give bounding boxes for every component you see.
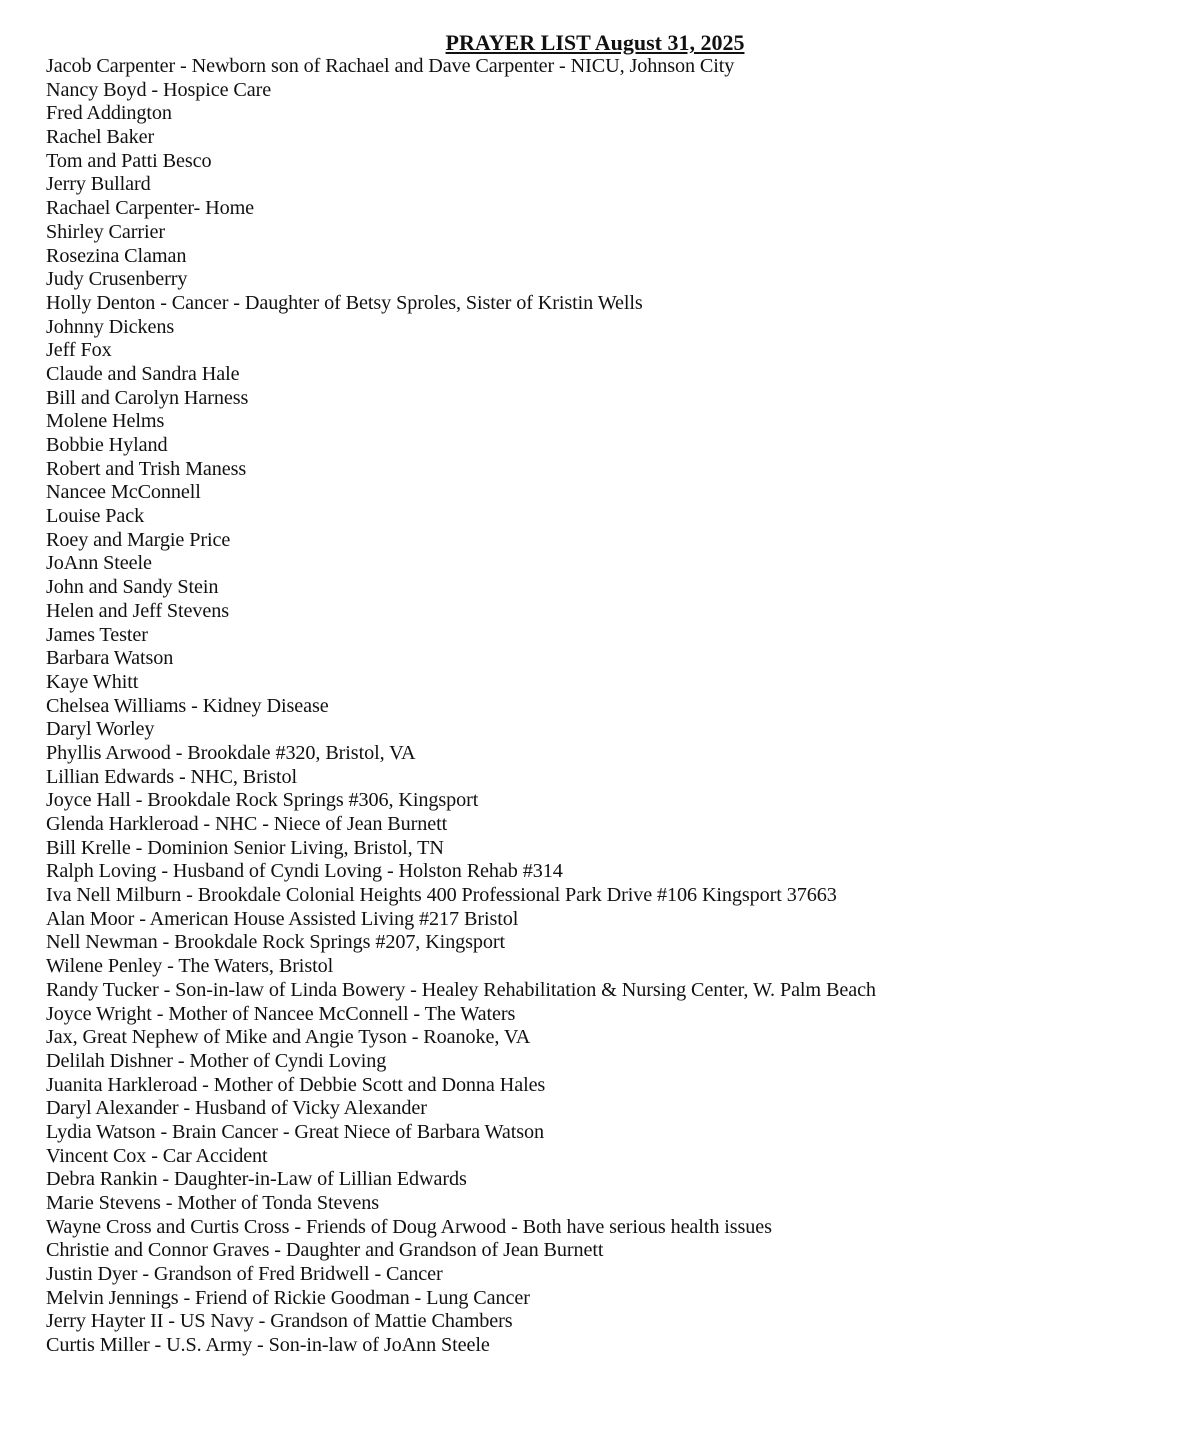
list-item: Curtis Miller - U.S. Army - Son-in-law of JoAnn Steele [46, 1334, 490, 1357]
list-item: Chelsea Williams - Kidney Disease [46, 694, 329, 717]
list-item: Christie and Connor Graves - Daughter and Grandson of Jean Burnett [46, 1239, 604, 1262]
list-item: Rosezina Claman [46, 244, 187, 267]
list-item: Jax, Great Nephew of Mike and Angie Tyson - Roanoke, VA [46, 1026, 531, 1049]
list-item: Wayne Cross and Curtis Cross - Friends of Doug Arwood - Both have serious health issues [46, 1215, 772, 1238]
list-item: Lydia Watson - Brain Cancer - Great Niece of Barbara Watson [46, 1120, 544, 1143]
list-item: Melvin Jennings - Friend of Rickie Goodman - Lung Cancer [46, 1286, 530, 1309]
list-item: Marie Stevens - Mother of Tonda Stevens [46, 1192, 379, 1214]
list-item: Molene Helms [46, 410, 165, 433]
list-item: Jerry Bullard [46, 173, 151, 196]
list-item: Glenda Harkleroad - NHC - Niece of Jean Burnett [46, 813, 448, 835]
list-item: Kaye Whitt [46, 670, 139, 693]
list-item: Randy Tucker - Son-in-law of Linda Bowery - Healey Rehabilitation & Nursing Center, W. Palm Beach [46, 978, 876, 1001]
list-item: Daryl Alexander - Husband of Vicky Alexander [46, 1097, 427, 1120]
list-item: Roey and Margie Price [46, 528, 231, 551]
list-item: Debra Rankin - Daughter-in-Law of Lillian Edwards [46, 1168, 467, 1191]
list-item: Bobbie Hyland [46, 434, 168, 456]
list-item: Jacob Carpenter - Newborn son of Rachael and Dave Carpenter - NICU, Johnson City [46, 55, 735, 77]
list-item: Alan Moor - American House Assisted Living #217 Bristol [46, 907, 519, 930]
list-item: Nancee McConnell [46, 481, 201, 504]
list-item: Fred Addington [46, 102, 172, 125]
list-item: John and Sandy Stein [46, 576, 219, 599]
list-item: Jeff Fox [46, 339, 112, 362]
list-item: Bill Krelle - Dominion Senior Living, Bristol, TN [46, 836, 444, 859]
list-item: Daryl Worley [46, 718, 155, 741]
list-item: James Tester [46, 623, 148, 646]
list-item: Lillian Edwards - NHC, Bristol [46, 765, 298, 788]
list-item: Robert and Trish Maness [46, 457, 247, 480]
list-item: Joyce Wright - Mother of Nancee McConnell - The Waters [46, 1002, 516, 1025]
list-item: Tom and Patti Besco [46, 149, 212, 172]
list-item: Barbara Watson [46, 647, 174, 670]
prayer-list [46, 55, 876, 1358]
list-item: Claude and Sandra Hale [46, 362, 240, 385]
list-item: Vincent Cox - Car Accident [46, 1144, 268, 1167]
list-item: Joyce Hall - Brookdale Rock Springs #306, Kingsport [46, 789, 479, 812]
list-item: Helen and Jeff Stevens [46, 599, 229, 622]
list-item: Louise Pack [46, 505, 145, 528]
list-item: Nell Newman - Brookdale Rock Springs #207, Kingsport [46, 931, 506, 954]
list-item: Juanita Harkleroad - Mother of Debbie Scott and Donna Hales [46, 1073, 546, 1096]
list-item: Holly Denton - Cancer - Daughter of Betsy Sproles, Sister of Kristin Wells [46, 291, 643, 314]
list-item: Delilah Dishner - Mother of Cyndi Loving [46, 1049, 387, 1072]
list-item: Phyllis Arwood - Brookdale #320, Bristol, VA [46, 741, 416, 764]
page-title: PRAYER LIST August 31, 2025 [445, 30, 745, 55]
list-item: Rachael Carpenter- Home [46, 197, 255, 220]
list-item: Nancy Boyd - Hospice Care [46, 78, 272, 101]
list-item: JoAnn Steele [46, 552, 152, 575]
list-item: Iva Nell Milburn - Brookdale Colonial Heights 400 Professional Park Drive #106 Kingsport 37663 [46, 884, 837, 907]
list-item: Bill and Carolyn Harness [46, 386, 249, 409]
list-item: Ralph Loving - Husband of Cyndi Loving - Holston Rehab #314 [46, 860, 563, 883]
list-item: Johnny Dickens [46, 315, 175, 338]
list-item: Justin Dyer - Grandson of Fred Bridwell - Cancer [46, 1263, 443, 1286]
list-item: Wilene Penley - The Waters, Bristol [46, 955, 334, 978]
list-item: Rachel Baker [46, 126, 155, 149]
list-item: Jerry Hayter II - US Navy - Grandson of Mattie Chambers [46, 1310, 513, 1333]
list-item: Shirley Carrier [46, 220, 166, 243]
list-item: Judy Crusenberry [46, 268, 188, 291]
